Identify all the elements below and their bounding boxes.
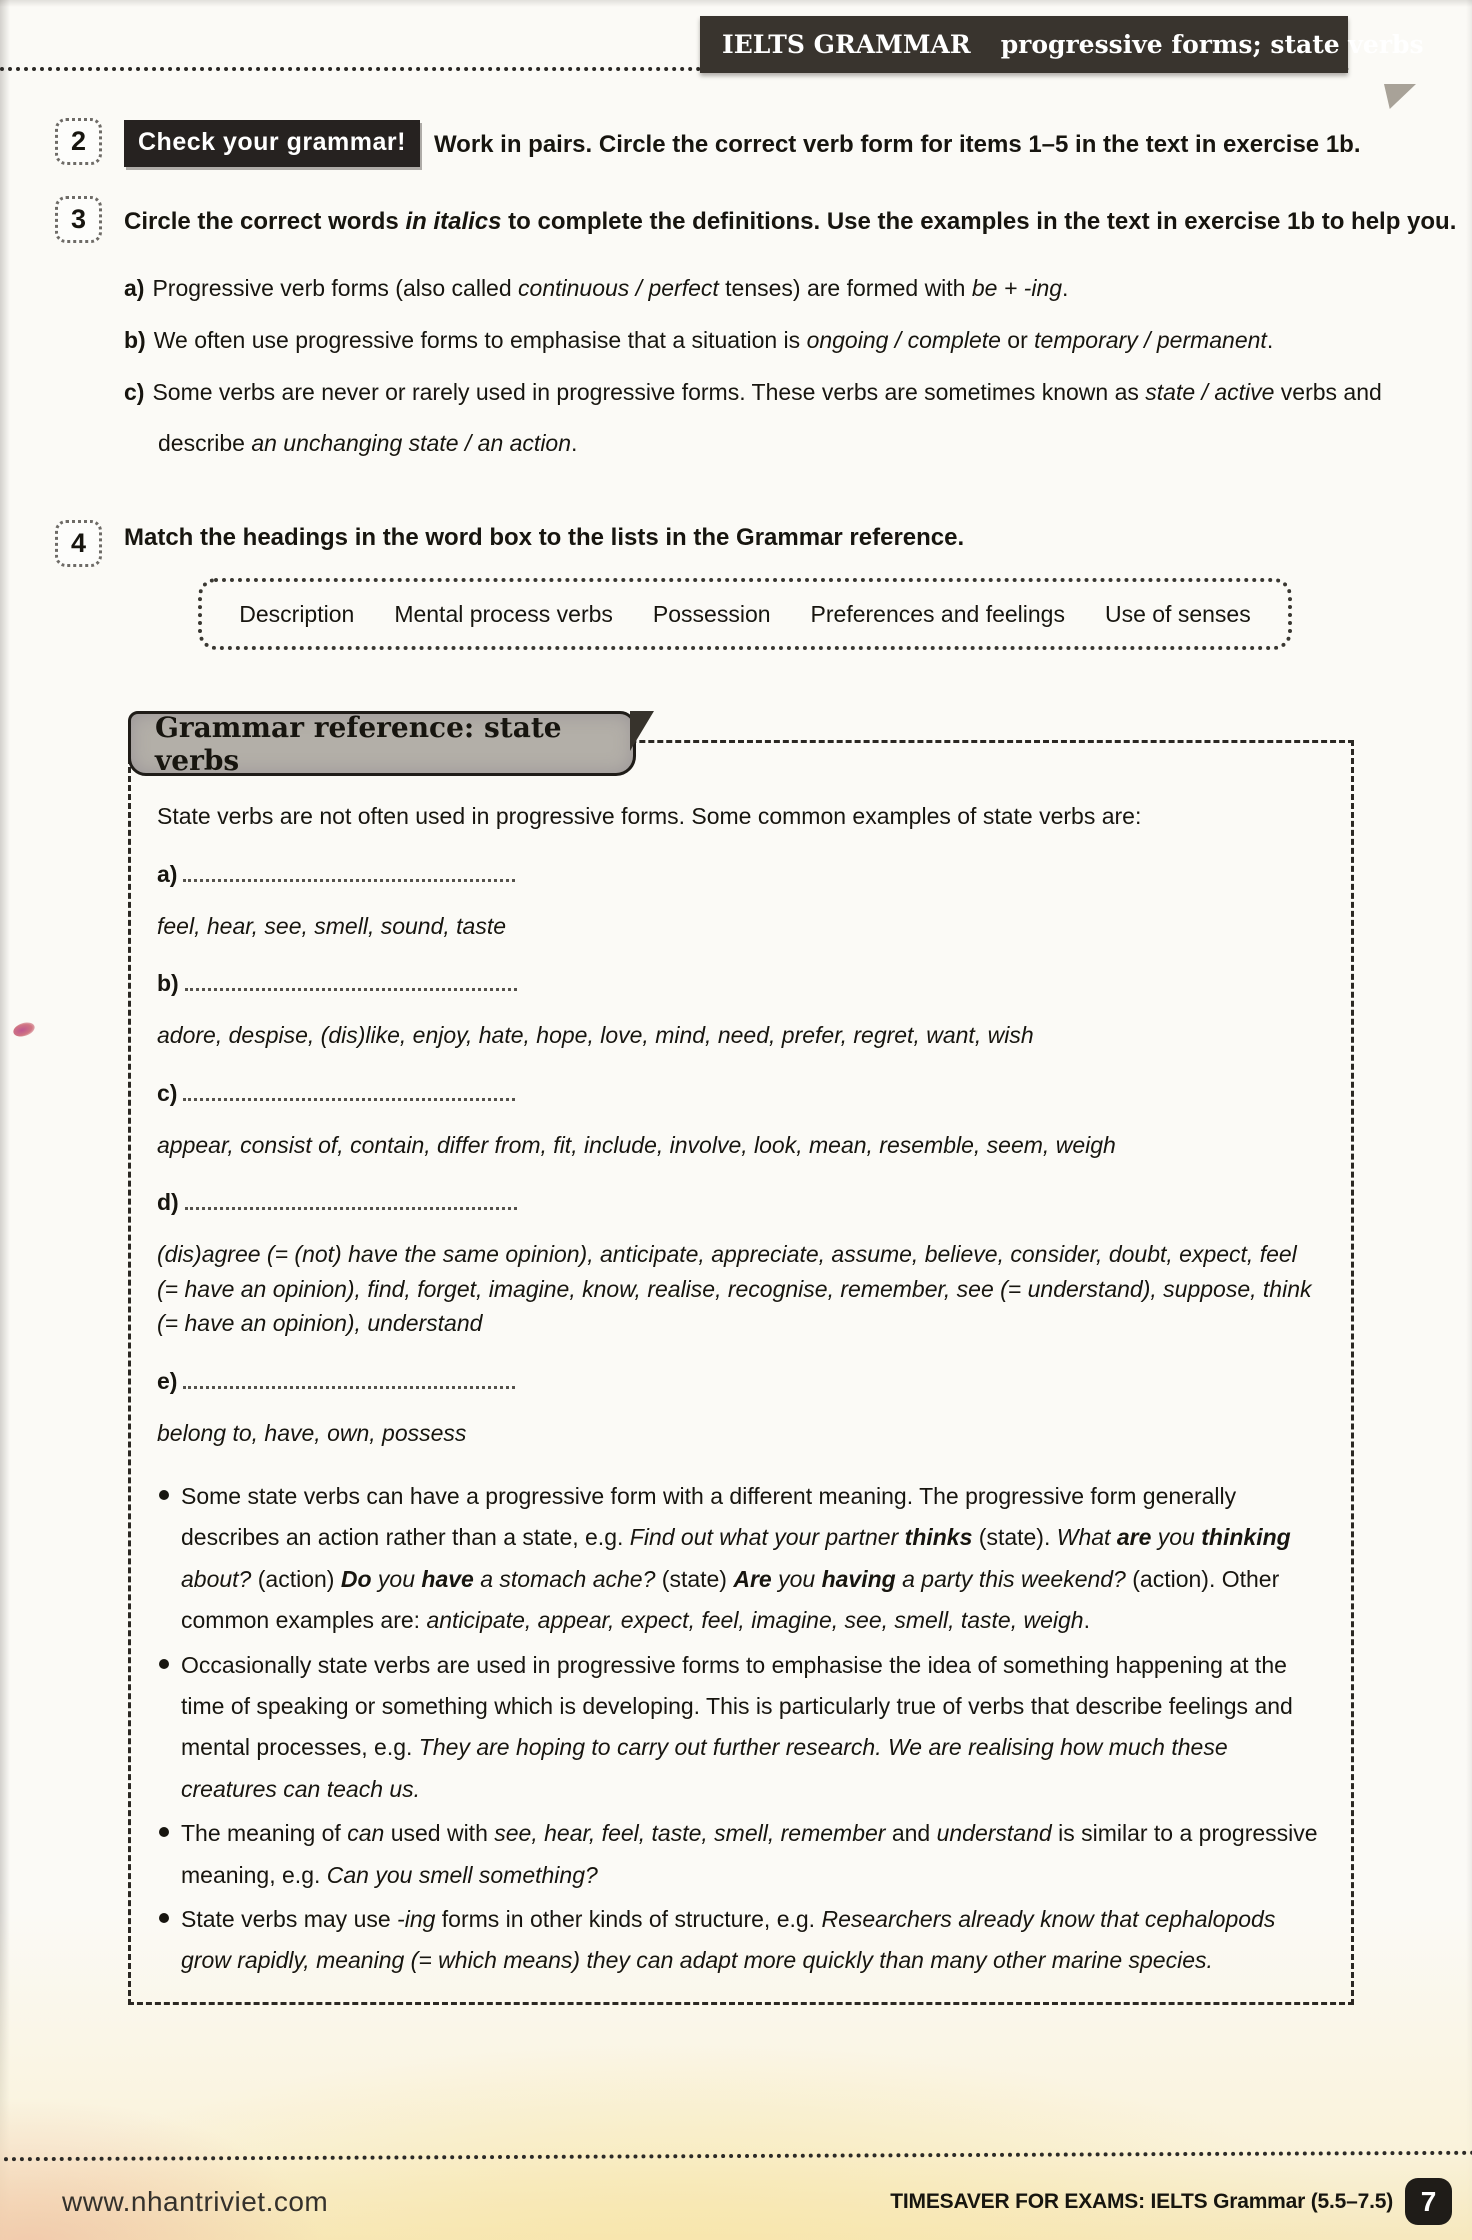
grammar-reference-intro: State verbs are not often used in progressive forms. Some common examples of state verbs are: xyxy=(157,803,1142,829)
list-e-label: e) xyxy=(157,1368,1323,1395)
answer-blank-line xyxy=(185,1204,517,1210)
list-b-label: b) xyxy=(157,970,1323,997)
item-c-label: c) xyxy=(124,378,145,405)
note-progressive-meaning: Some state verbs can have a progressive form with a different meaning. The progressive form generally describes an action rather than a state, e.g. Find out what your partner thinks (state). What are you thinking about? (action) Do you have a stomach ache? (state) Are you having a party this weekend? (action). Other common examples are: anticipate, appear, expect, feel, imagine, see, smell, taste, weigh. xyxy=(157,1476,1323,1642)
page-corner-fold-icon xyxy=(1384,84,1416,109)
grammar-reference-title: Grammar reference: state verbs xyxy=(155,710,562,777)
definition-item-c xyxy=(124,367,1472,471)
definition-item-b xyxy=(124,315,1472,367)
bullet-icon xyxy=(159,1827,169,1837)
exercise-4-instruction: Match the headings in the word box to the lists in the Grammar reference. xyxy=(124,524,965,551)
item-a-text: Progressive verb forms (also called continuous / perfect tenses) are formed with be + -ing. xyxy=(152,275,1069,302)
answer-blank-line xyxy=(183,1095,515,1101)
list-a-label: a) xyxy=(157,861,1323,888)
exercise-3-body xyxy=(124,200,1472,470)
header-topic-title: progressive forms; state verbs xyxy=(1000,30,1424,59)
tab-fold-icon xyxy=(630,711,654,751)
footer-dotted-rule xyxy=(0,2151,1472,2161)
exercise-2-body xyxy=(124,122,1472,169)
exercise-3-number-badge: 3 xyxy=(55,196,102,243)
header-series-title: IELTS GRAMMAR xyxy=(722,30,971,59)
answer-blank-line xyxy=(185,985,517,991)
list-c-label: c) xyxy=(157,1080,1323,1107)
list-a-verbs: feel, hear, see, smell, sound, taste xyxy=(157,912,507,939)
exercise-3-instruction: Circle the correct words in italics to complete the definitions. Use the examples in the text in exercise 1b to help you. xyxy=(124,208,1457,235)
exercise-4 xyxy=(55,524,1472,650)
bullet-icon xyxy=(159,1913,169,1923)
bullet-icon xyxy=(159,1659,169,1669)
exercise-2-number-badge: 2 xyxy=(55,118,102,165)
grammar-reference-notes xyxy=(157,1476,1323,1982)
item-b-label: b) xyxy=(124,326,146,353)
exercise-3 xyxy=(55,200,1472,470)
grammar-reference-box xyxy=(128,710,1354,2005)
word-box-heading-description: Description xyxy=(239,600,355,627)
check-your-grammar-badge: Check your grammar! xyxy=(124,120,420,167)
list-d-verbs: (dis)agree (= (not) have the same opinion), anticipate, appreciate, assume, believe, consider, doubt, expect, feel (= have an opinion), find, forget, imagine, know, realise, recognise, remember, see (= understand), suppose, think (= have an opinion), understand xyxy=(157,1241,1312,1336)
footer-book-info xyxy=(890,2178,1452,2225)
definition-item-a xyxy=(124,263,1472,315)
word-box xyxy=(198,578,1292,650)
word-box-heading-preferences-and-feelings: Preferences and feelings xyxy=(810,600,1065,627)
book-title: TIMESAVER FOR EXAMS: IELTS Grammar (5.5–7.5) xyxy=(890,2189,1393,2213)
note-can-with-senses: The meaning of can used with see, hear, feel, taste, smell, remember and understand is similar to a progressive meaning, e.g. Can you smell something? xyxy=(157,1813,1323,1896)
list-c-verbs: appear, consist of, contain, differ from, fit, include, involve, look, mean, resemble, seem, weigh xyxy=(157,1131,1116,1158)
grammar-reference-tab xyxy=(128,711,636,776)
word-box-heading-mental-process-verbs: Mental process verbs xyxy=(394,600,613,627)
word-box-heading-possession: Possession xyxy=(652,600,771,627)
list-d-label: d) xyxy=(157,1189,1323,1216)
exercise-2 xyxy=(55,122,1472,169)
item-a-label: a) xyxy=(124,275,145,302)
list-b-verbs: adore, despise, (dis)like, enjoy, hate, hope, love, mind, need, prefer, regret, want, wish xyxy=(157,1022,1034,1048)
ink-speck xyxy=(12,1020,37,1039)
exercise-2-instruction: Work in pairs. Circle the correct verb form for items 1–5 in the text in exercise 1b. xyxy=(433,131,1361,158)
exercise-3-definition-items xyxy=(124,263,1472,470)
page-number-badge: 7 xyxy=(1405,2178,1452,2225)
note-emphasis-developing: Occasionally state verbs are used in progressive forms to emphasise the idea of something happening at the time of speaking or something which is developing. This is particularly true of verbs that describe feelings and mental processes, e.g. They are hoping to carry out further research. We are realising how much these creatures can teach us. xyxy=(157,1645,1323,1811)
word-box-heading-use-of-senses: Use of senses xyxy=(1104,600,1251,627)
page-header-bar xyxy=(700,16,1424,73)
answer-blank-line xyxy=(183,876,515,882)
publisher-website: www.nhantriviet.com xyxy=(62,2186,329,2217)
answer-blank-line xyxy=(183,1383,515,1389)
item-b-text: We often use progressive forms to emphasise that a situation is ongoing / complete or temporary / permanent. xyxy=(153,326,1274,353)
bullet-icon xyxy=(159,1490,169,1500)
list-e-verbs: belong to, have, own, possess xyxy=(157,1419,467,1446)
exercise-4-number-badge: 4 xyxy=(55,520,102,567)
note-ing-structures: State verbs may use -ing forms in other kinds of structure, e.g. Researchers already know that cephalopods grow rapidly, meaning (= which means) they can adapt more quickly than many other marine species. xyxy=(157,1899,1323,1982)
item-c-text: Some verbs are never or rarely used in progressive forms. These verbs are sometimes known as state / active verbs and describe an unchanging state / an action. xyxy=(152,378,1382,457)
exercise-4-body xyxy=(124,524,1472,650)
